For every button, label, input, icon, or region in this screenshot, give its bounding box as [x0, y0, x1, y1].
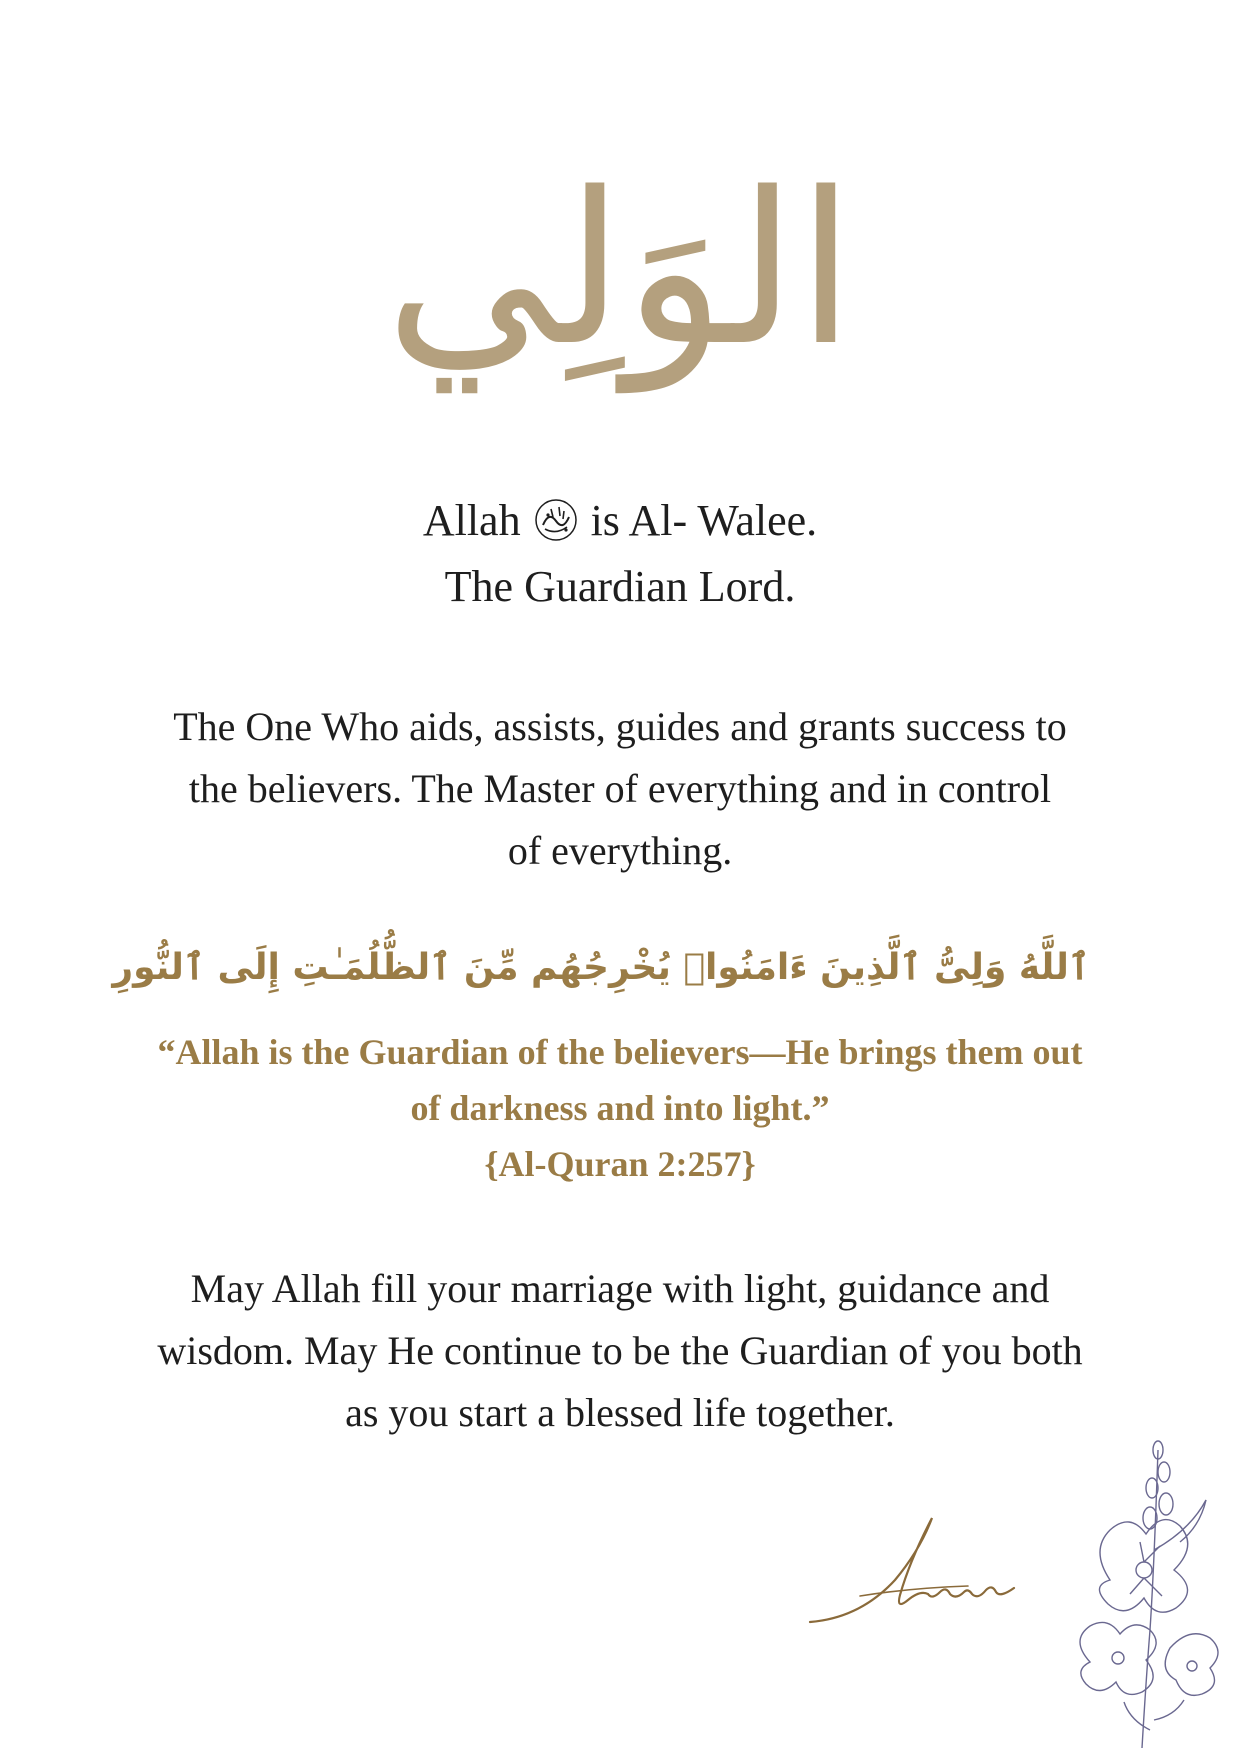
verse-block — [150, 1024, 1090, 1192]
verse-reference: {Al-Quran 2:257} — [484, 1144, 756, 1184]
intro-line-2: The Guardian Lord. — [444, 562, 796, 611]
verse-arabic: ٱللَّهُ وَلِىُّ ٱلَّذِينَ ءَامَنُوا۟ يُخْرِجُهُم مِّنَ ٱلظُّلُمَـٰتِ إِلَى ٱلنُّورِ — [112, 947, 1090, 988]
intro-line-1 — [0, 488, 1240, 554]
intro-allah: Allah — [422, 496, 521, 545]
ameen-signature — [800, 1500, 1030, 1640]
description-text: The One Who aids, assists, guides and grants success to the believers. The Master of everything and in control of everything. — [173, 704, 1067, 873]
verse-translation: “Allah is the Guardian of the believers—He brings them out of darkness and into light.” — [157, 1032, 1083, 1128]
arabic-title: الوَلِي — [385, 147, 855, 392]
intro-al-walee: is Al- Walee. — [590, 496, 818, 545]
subhanahu-wa-taala-icon — [533, 497, 579, 543]
dua-text: May Allah fill your marriage with light, guidance and wisdom. May He continue to be the Guardian of you both as you start a blessed life together. — [157, 1266, 1083, 1435]
floral-illustration — [1050, 1430, 1230, 1748]
intro-block — [0, 488, 1240, 620]
